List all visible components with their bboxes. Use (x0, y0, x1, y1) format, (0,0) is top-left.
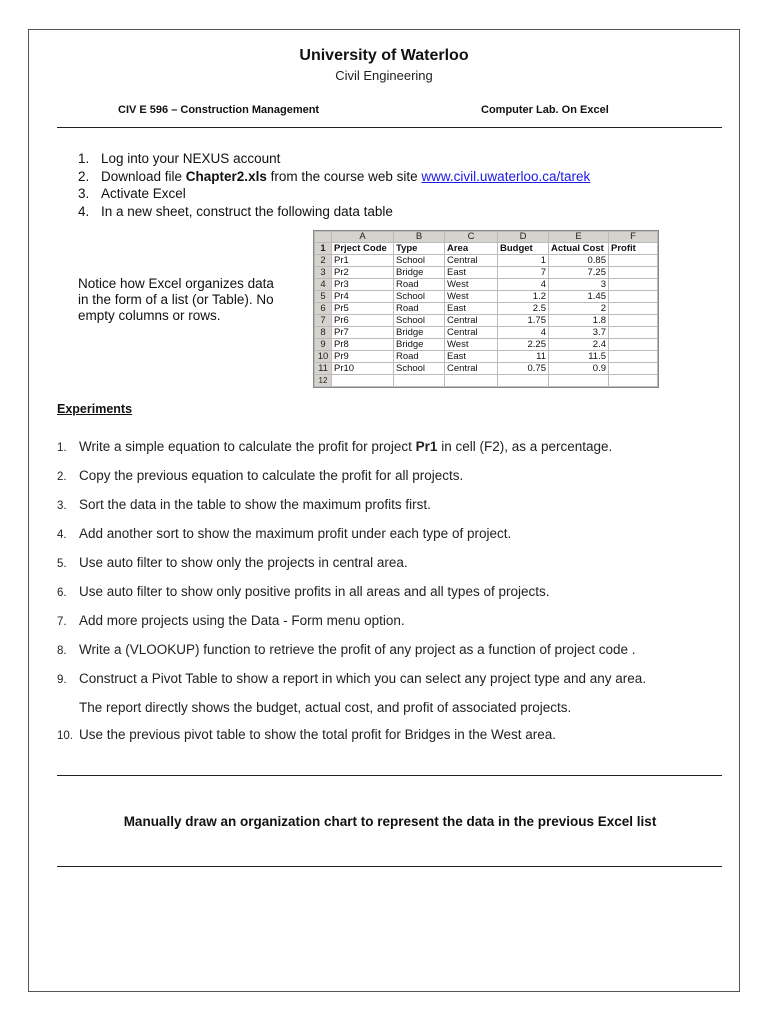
excel-table (313, 230, 659, 388)
task-item: 8. Write a (VLOOKUP) function to retrieve the profit of any project as a function of project code . (57, 642, 636, 657)
task-item: 5. Use auto filter to show only the projects in central area. (57, 555, 408, 570)
task-item: 4. Add another sort to show the maximum profit under each type of project. (57, 526, 512, 541)
table-row: 10 Pr9 Road East 11 11.5 (315, 351, 658, 363)
header-divider (57, 127, 722, 128)
setup-step: 1. Log into your NEXUS account (78, 151, 281, 166)
task-item-continuation: The report directly shows the budget, actual cost, and profit of associated projects. (79, 700, 572, 715)
lab-title: Computer Lab. On Excel (481, 104, 609, 116)
task-item: 3. Sort the data in the table to show the maximum profits first. (57, 497, 431, 512)
table-row: 11 Pr10 School Central 0.75 0.9 (315, 363, 658, 375)
experiments-heading: Experiments (57, 402, 133, 416)
setup-step: 4. In a new sheet, construct the following data table (78, 203, 393, 219)
column-letters-row: A B C D E F (315, 232, 658, 243)
course-website-link[interactable]: www.civil.uwaterloo.ca/tarek (421, 168, 591, 184)
setup-steps (78, 150, 590, 220)
task-item: 1. Write a simple equation to calculate the profit for project Pr1 in cell (F2), as a percentage. (57, 439, 613, 454)
footer-top-divider (57, 775, 722, 776)
table-header-row: 1 Prject Code Type Area Budget Actual Cost Profit (315, 243, 658, 255)
experiment-tasks (57, 433, 646, 750)
task-item: 2. Copy the previous equation to calculate the profit for all projects. (57, 468, 464, 483)
department-subtitle: Civil Engineering (335, 68, 433, 83)
footer-note: Manually draw an organization chart to represent the data in the previous Excel list (123, 814, 657, 829)
table-row: 8 Pr7 Bridge Central 4 3.7 (315, 327, 658, 339)
table-row: 12 (315, 375, 658, 387)
course-title: CIV E 596 – Construction Management (118, 104, 320, 116)
setup-step: 2. Download file Chapter2.xls from the course web site www.civil.uwaterloo.ca/tarek (78, 168, 591, 184)
task-item: 7. Add more projects using the Data - Form menu option. (57, 613, 405, 628)
footer-bottom-divider (57, 866, 722, 867)
table-row: 4 Pr3 Road West 4 3 (315, 279, 658, 291)
table-row: 3 Pr2 Bridge East 7 7.25 (315, 267, 658, 279)
table-row: 2 Pr1 School Central 1 0.85 (315, 255, 658, 267)
table-row: 7 Pr6 School Central 1.75 1.8 (315, 315, 658, 327)
table-row: 6 Pr5 Road East 2.5 2 (315, 303, 658, 315)
table-row: 5 Pr4 School West 1.2 1.45 (315, 291, 658, 303)
task-item: 9. Construct a Pivot Table to show a report in which you can select any project type and any area. (57, 671, 647, 686)
university-title: University of Waterloo (299, 47, 469, 64)
table-row: 9 Pr8 Bridge West 2.25 2.4 (315, 339, 658, 351)
task-item: 6. Use auto filter to show only positive profits in all areas and all types of projects. (57, 584, 550, 599)
notice-text: Notice how Excel organizes data in the form of a list (or Table). No empty columns or rows. (78, 276, 274, 323)
file-name: Chapter2.xls (185, 168, 267, 184)
setup-step: 3. Activate Excel (78, 186, 186, 201)
task-item: 10. Use the previous pivot table to show the total profit for Bridges in the West area. (57, 727, 557, 742)
